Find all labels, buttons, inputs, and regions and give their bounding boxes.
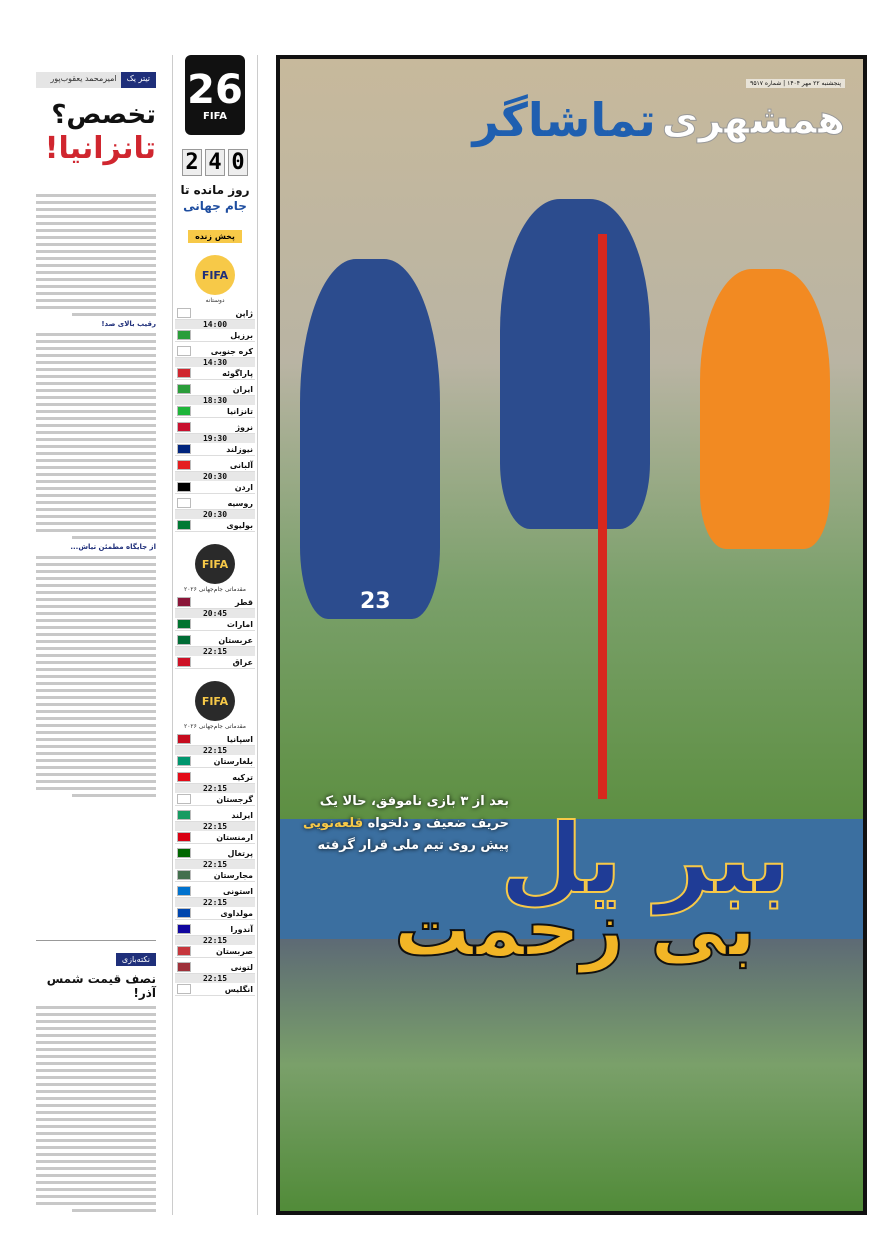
kicker-line2 bbox=[289, 813, 509, 835]
match-time: 18:30 bbox=[175, 396, 255, 405]
match-item bbox=[175, 307, 255, 342]
match-list-asia-qualifiers bbox=[173, 596, 257, 669]
left-subhead-1: رقیب بالای صد! bbox=[101, 320, 156, 328]
team-name: گرجستان bbox=[216, 794, 253, 804]
byline bbox=[36, 72, 156, 88]
team-name: انگلیس bbox=[224, 984, 253, 994]
match-time: 22:15 bbox=[175, 746, 255, 755]
flag-icon bbox=[177, 946, 191, 956]
match-team bbox=[175, 421, 255, 434]
match-time: 20:30 bbox=[175, 510, 255, 519]
match-time: 22:15 bbox=[175, 822, 255, 831]
flag-icon bbox=[177, 520, 191, 530]
match-time: 22:15 bbox=[175, 974, 255, 983]
player-left bbox=[300, 259, 440, 619]
match-item bbox=[175, 421, 255, 456]
match-item bbox=[175, 771, 255, 806]
flag-icon bbox=[177, 498, 191, 508]
flag-icon bbox=[177, 444, 191, 454]
match-team bbox=[175, 755, 255, 768]
match-team bbox=[175, 618, 255, 631]
left-headline-line1: تخصص؟ bbox=[51, 100, 156, 130]
flag-icon bbox=[177, 346, 191, 356]
team-name: عربستان bbox=[218, 635, 253, 645]
badge-caption: مقدماتی جام‌جهانی ۲۰۲۶ bbox=[183, 586, 247, 593]
match-team bbox=[175, 443, 255, 456]
logo-number: 26 bbox=[187, 66, 243, 113]
flag-icon bbox=[177, 772, 191, 782]
team-name: ارمنستان bbox=[216, 832, 253, 842]
flag-icon bbox=[177, 330, 191, 340]
flag-icon bbox=[177, 962, 191, 972]
match-item bbox=[175, 345, 255, 380]
match-item bbox=[175, 459, 255, 494]
team-name: استونی bbox=[223, 886, 253, 896]
match-team bbox=[175, 809, 255, 822]
match-item bbox=[175, 923, 255, 958]
flag-icon bbox=[177, 832, 191, 842]
training-photo-bottom bbox=[280, 939, 863, 1215]
match-item bbox=[175, 847, 255, 882]
match-time: 22:15 bbox=[175, 936, 255, 945]
match-team bbox=[175, 596, 255, 609]
team-name: ترکیه bbox=[232, 772, 253, 782]
jersey-number: 23 bbox=[360, 589, 391, 614]
team-name: امارات bbox=[226, 619, 253, 629]
flag-icon bbox=[177, 657, 191, 667]
side-box-headline: نصف قیمت شمس آذر! bbox=[46, 972, 156, 1000]
flag-icon bbox=[177, 924, 191, 934]
flag-icon bbox=[177, 870, 191, 880]
match-team bbox=[175, 733, 255, 746]
team-name: ایرلند bbox=[231, 810, 253, 820]
match-item bbox=[175, 596, 255, 631]
match-team bbox=[175, 885, 255, 898]
schedule-column bbox=[172, 55, 258, 1215]
match-team bbox=[175, 656, 255, 669]
left-article-body bbox=[36, 190, 156, 801]
flag-icon bbox=[177, 756, 191, 766]
match-time: 14:00 bbox=[175, 320, 255, 329]
team-name: عراق bbox=[232, 657, 253, 667]
match-team bbox=[175, 961, 255, 974]
flag-icon bbox=[177, 886, 191, 896]
flag-icon bbox=[177, 482, 191, 492]
team-name: آلبانی bbox=[229, 460, 253, 470]
counter-digit: 4 bbox=[205, 149, 225, 176]
match-team bbox=[175, 869, 255, 882]
team-name: ایران bbox=[232, 384, 253, 394]
match-team bbox=[175, 634, 255, 647]
match-team bbox=[175, 497, 255, 510]
cover-headline-sub: بی زحمت bbox=[394, 884, 756, 973]
kicker-line3: پیش روی تیم ملی قرار گرفته bbox=[317, 838, 509, 853]
left-headline bbox=[36, 98, 156, 166]
match-time: 22:15 bbox=[175, 860, 255, 869]
match-team bbox=[175, 847, 255, 860]
logo-fifa: FIFA bbox=[203, 110, 227, 122]
match-team bbox=[175, 383, 255, 396]
masthead-part1: همشهری bbox=[661, 97, 845, 143]
match-team bbox=[175, 983, 255, 996]
qualifier-badge: FIFA bbox=[195, 681, 235, 721]
flag-icon bbox=[177, 384, 191, 394]
masthead-part2: تماشاگر bbox=[472, 93, 656, 147]
flag-icon bbox=[177, 460, 191, 470]
kicker-line2-text: حریف ضعیف و دلخواه bbox=[367, 816, 509, 831]
left-subhead-2: از جایگاه مطمئن تیاش... bbox=[70, 543, 156, 551]
team-name: نیوزلند bbox=[226, 444, 253, 454]
cover-headline-main: ببر یل bbox=[500, 803, 791, 915]
section-tag: تیتر یک bbox=[121, 72, 156, 88]
team-name: مجارستان bbox=[213, 870, 253, 880]
countdown-counter bbox=[173, 149, 257, 176]
dateline: پنجشنبه ۲۲ مهر ۱۴۰۴ | شماره ۹۵۱۷ bbox=[746, 79, 845, 88]
flag-icon bbox=[177, 406, 191, 416]
team-name: کره جنوبی bbox=[210, 346, 253, 356]
flag-icon bbox=[177, 635, 191, 645]
match-time: 20:30 bbox=[175, 472, 255, 481]
team-name: ژاپن bbox=[235, 308, 253, 318]
match-list-friendlies bbox=[173, 307, 257, 532]
team-name: آندورا bbox=[230, 924, 253, 934]
flag-icon bbox=[177, 984, 191, 994]
badge-caption: دوستانه bbox=[205, 297, 225, 304]
match-team bbox=[175, 329, 255, 342]
match-item bbox=[175, 961, 255, 996]
kicker-line1: بعد از ۳ بازی ناموفق، حالا یک bbox=[319, 794, 509, 809]
team-name: نروژ bbox=[235, 422, 253, 432]
team-name: برزیل bbox=[230, 330, 253, 340]
match-team bbox=[175, 793, 255, 806]
match-team bbox=[175, 923, 255, 936]
flag-icon bbox=[177, 619, 191, 629]
flag-icon bbox=[177, 848, 191, 858]
fifa-friendly-badge: FIFA bbox=[195, 255, 235, 295]
match-item bbox=[175, 634, 255, 669]
side-box-body bbox=[36, 1006, 156, 1212]
side-box-tag: نکته‌بازی bbox=[116, 953, 156, 966]
team-name: قطر bbox=[234, 597, 253, 607]
qualifier-badge: FIFA bbox=[195, 544, 235, 584]
team-name: پرتغال bbox=[227, 848, 253, 858]
training-pole bbox=[598, 234, 607, 799]
flag-icon bbox=[177, 810, 191, 820]
team-name: بلغارستان bbox=[213, 756, 253, 766]
match-item bbox=[175, 733, 255, 768]
match-team bbox=[175, 307, 255, 320]
match-time: 14:30 bbox=[175, 358, 255, 367]
flag-icon bbox=[177, 734, 191, 744]
cover-photo bbox=[276, 55, 867, 1215]
masthead bbox=[473, 93, 845, 147]
team-name: صربستان bbox=[216, 946, 253, 956]
flag-icon bbox=[177, 422, 191, 432]
world-cup-logo bbox=[185, 55, 245, 135]
team-name: پاراگوئه bbox=[222, 368, 253, 378]
match-team bbox=[175, 345, 255, 358]
match-team bbox=[175, 771, 255, 784]
match-item bbox=[175, 383, 255, 418]
player-right bbox=[700, 269, 830, 549]
match-time: 22:15 bbox=[175, 784, 255, 793]
team-name: بولیوی bbox=[226, 520, 253, 530]
left-column bbox=[36, 60, 156, 1210]
kicker-highlight: قلعه‌نویی bbox=[302, 816, 364, 831]
flag-icon bbox=[177, 794, 191, 804]
live-broadcast-label: پخش زنده bbox=[188, 230, 242, 243]
flag-icon bbox=[177, 308, 191, 318]
byline-author: امیرمحمد یعقوب‌پور bbox=[36, 72, 121, 88]
match-list-europe-qualifiers bbox=[173, 733, 257, 996]
flag-icon bbox=[177, 908, 191, 918]
countdown-caption bbox=[173, 182, 257, 214]
counter-digit: 2 bbox=[182, 149, 202, 176]
left-headline-line2: تانزانیا! bbox=[44, 131, 156, 166]
match-team bbox=[175, 459, 255, 472]
team-name: تانزانیا bbox=[226, 406, 253, 416]
match-team bbox=[175, 405, 255, 418]
match-team bbox=[175, 367, 255, 380]
match-team bbox=[175, 945, 255, 958]
match-item bbox=[175, 497, 255, 532]
counter-digit: 0 bbox=[228, 149, 248, 176]
team-name: اسپانیا bbox=[226, 734, 253, 744]
match-team bbox=[175, 519, 255, 532]
match-item bbox=[175, 885, 255, 920]
remain-line1: روز مانده تا bbox=[180, 183, 250, 197]
remain-line2: جام جهانی bbox=[183, 199, 247, 213]
match-time: 19:30 bbox=[175, 434, 255, 443]
player-center bbox=[500, 199, 650, 529]
team-name: روسیه bbox=[227, 498, 253, 508]
side-box bbox=[36, 940, 156, 1216]
match-team bbox=[175, 907, 255, 920]
match-time: 20:45 bbox=[175, 609, 255, 618]
team-name: مولداوی bbox=[220, 908, 253, 918]
match-time: 22:15 bbox=[175, 898, 255, 907]
flag-icon bbox=[177, 597, 191, 607]
team-name: لتونی bbox=[230, 962, 253, 972]
match-item bbox=[175, 809, 255, 844]
badge-caption: مقدماتی جام‌جهانی ۲۰۲۶ bbox=[183, 723, 247, 730]
team-name: اردن bbox=[234, 482, 253, 492]
match-team bbox=[175, 481, 255, 494]
match-team bbox=[175, 831, 255, 844]
match-time: 22:15 bbox=[175, 647, 255, 656]
cover-kicker bbox=[289, 791, 509, 857]
flag-icon bbox=[177, 368, 191, 378]
